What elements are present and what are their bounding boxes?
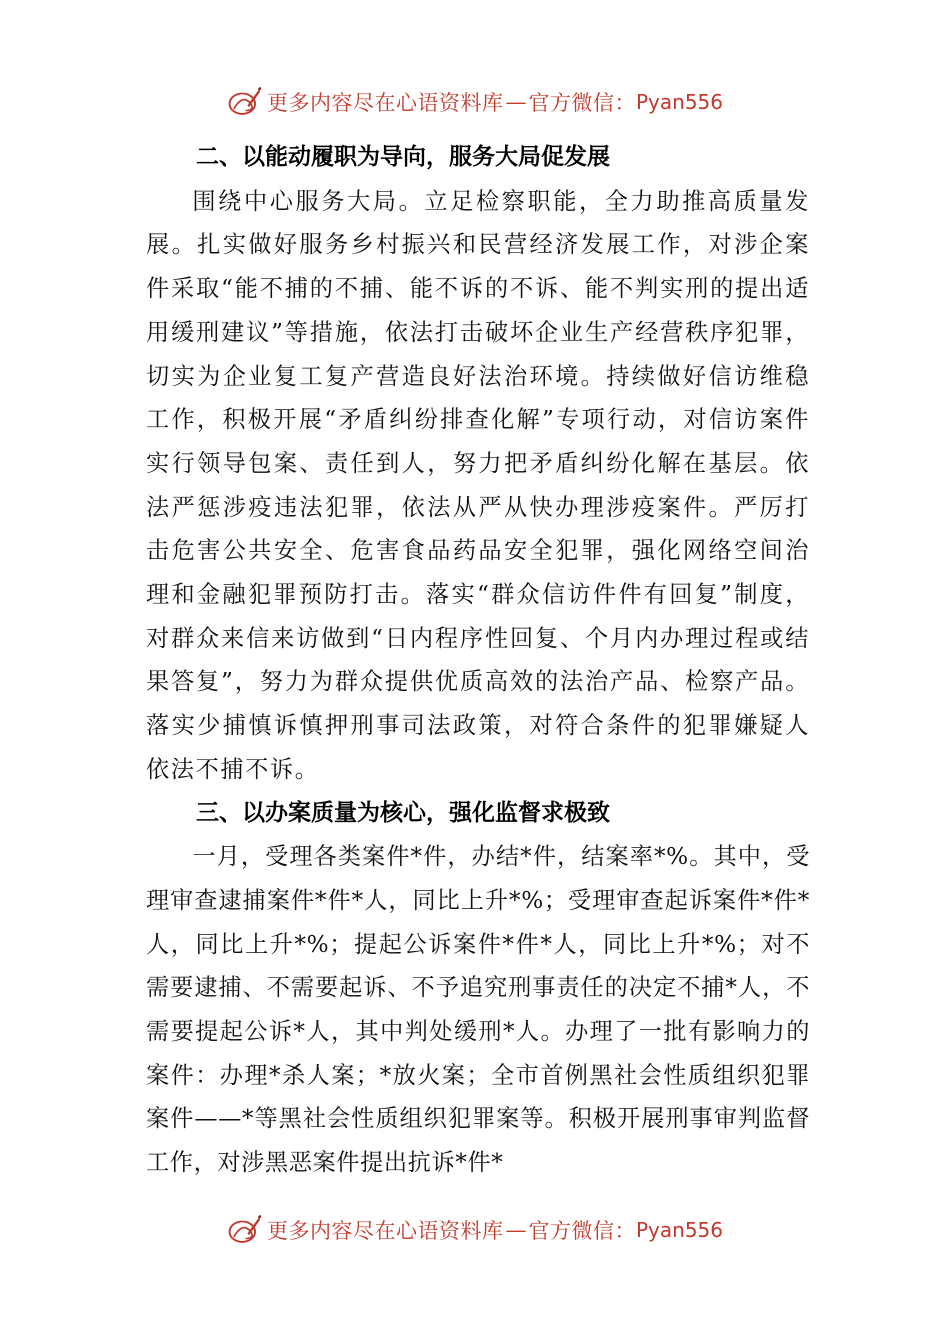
document-body bbox=[146, 136, 810, 1185]
section-paragraph-3: 一月，受理各类案件*件，办结*件，结案率*%。其中，受理审查逮捕案件*件*人，同比上升*%；受理审查起诉案件*件*人，同比上升*%；提起公诉案件*件*人，同比上升*%；对不需要逮捕、不需要起诉、不予追究刑事责任的决定不捕*人，不需要提起公诉*人，其中判处缓刑*人。办理了一批有影响力的案件：办理*杀人案；*放火案；全市首例黑社会性质组织犯罪案件——*等黑社会性质组织犯罪案等。积极开展刑事审判监督工作，对涉黑恶案件提出抗诉*件* bbox=[146, 843, 810, 1177]
watermark-handle: Pyan556 bbox=[635, 90, 723, 114]
pen-signature-logo-icon bbox=[227, 85, 261, 119]
watermark-footer bbox=[0, 1208, 950, 1252]
watermark-text: 更多内容尽在心语资料库 bbox=[266, 1219, 504, 1243]
watermark-header bbox=[0, 80, 950, 124]
watermark-text: 更多内容尽在心语资料库 bbox=[266, 91, 504, 115]
section-heading-3: 三、以办案质量为核心，强化监督求极致 bbox=[196, 799, 610, 826]
watermark-label: 官方微信： bbox=[528, 91, 636, 115]
watermark-separator: — bbox=[505, 1218, 527, 1242]
watermark-separator: — bbox=[505, 90, 527, 114]
pen-signature-logo-icon bbox=[227, 1213, 261, 1247]
section-paragraph-2: 围绕中心服务大局。立足检察职能，全力助推高质量发展。扎实做好服务乡村振兴和民营经济发展工作，对涉企案件采取“能不捕的不捕、能不诉的不诉、能不判实刑的提出适用缓刑建议”等措施，依法打击破坏企业生产经营秩序犯罪，切实为企业复工复产营造良好法治环境。持续做好信访维稳工作，积极开展“矛盾纠纷排查化解”专项行动，对信访案件实行领导包案、责任到人，努力把矛盾纠纷化解在基层。依法严惩涉疫违法犯罪，依法从严从快办理涉疫案件。严厉打击危害公共安全、危害食品药品安全犯罪，强化网络空间治理和金融犯罪预防打击。落实“群众信访件件有回复”制度，对群众来信来访做到“日内程序性回复、个月内办理过程或结果答复”，努力为群众提供优质高效的法治产品、检察产品。落实少捕慎诉慎押刑事司法政策，对符合条件的犯罪嫌疑人依法不捕不诉。 bbox=[146, 187, 810, 783]
section-heading-2: 二、以能动履职为导向，服务大局促发展 bbox=[196, 144, 610, 170]
watermark-handle: Pyan556 bbox=[635, 1218, 723, 1242]
watermark-label: 官方微信： bbox=[528, 1219, 636, 1243]
